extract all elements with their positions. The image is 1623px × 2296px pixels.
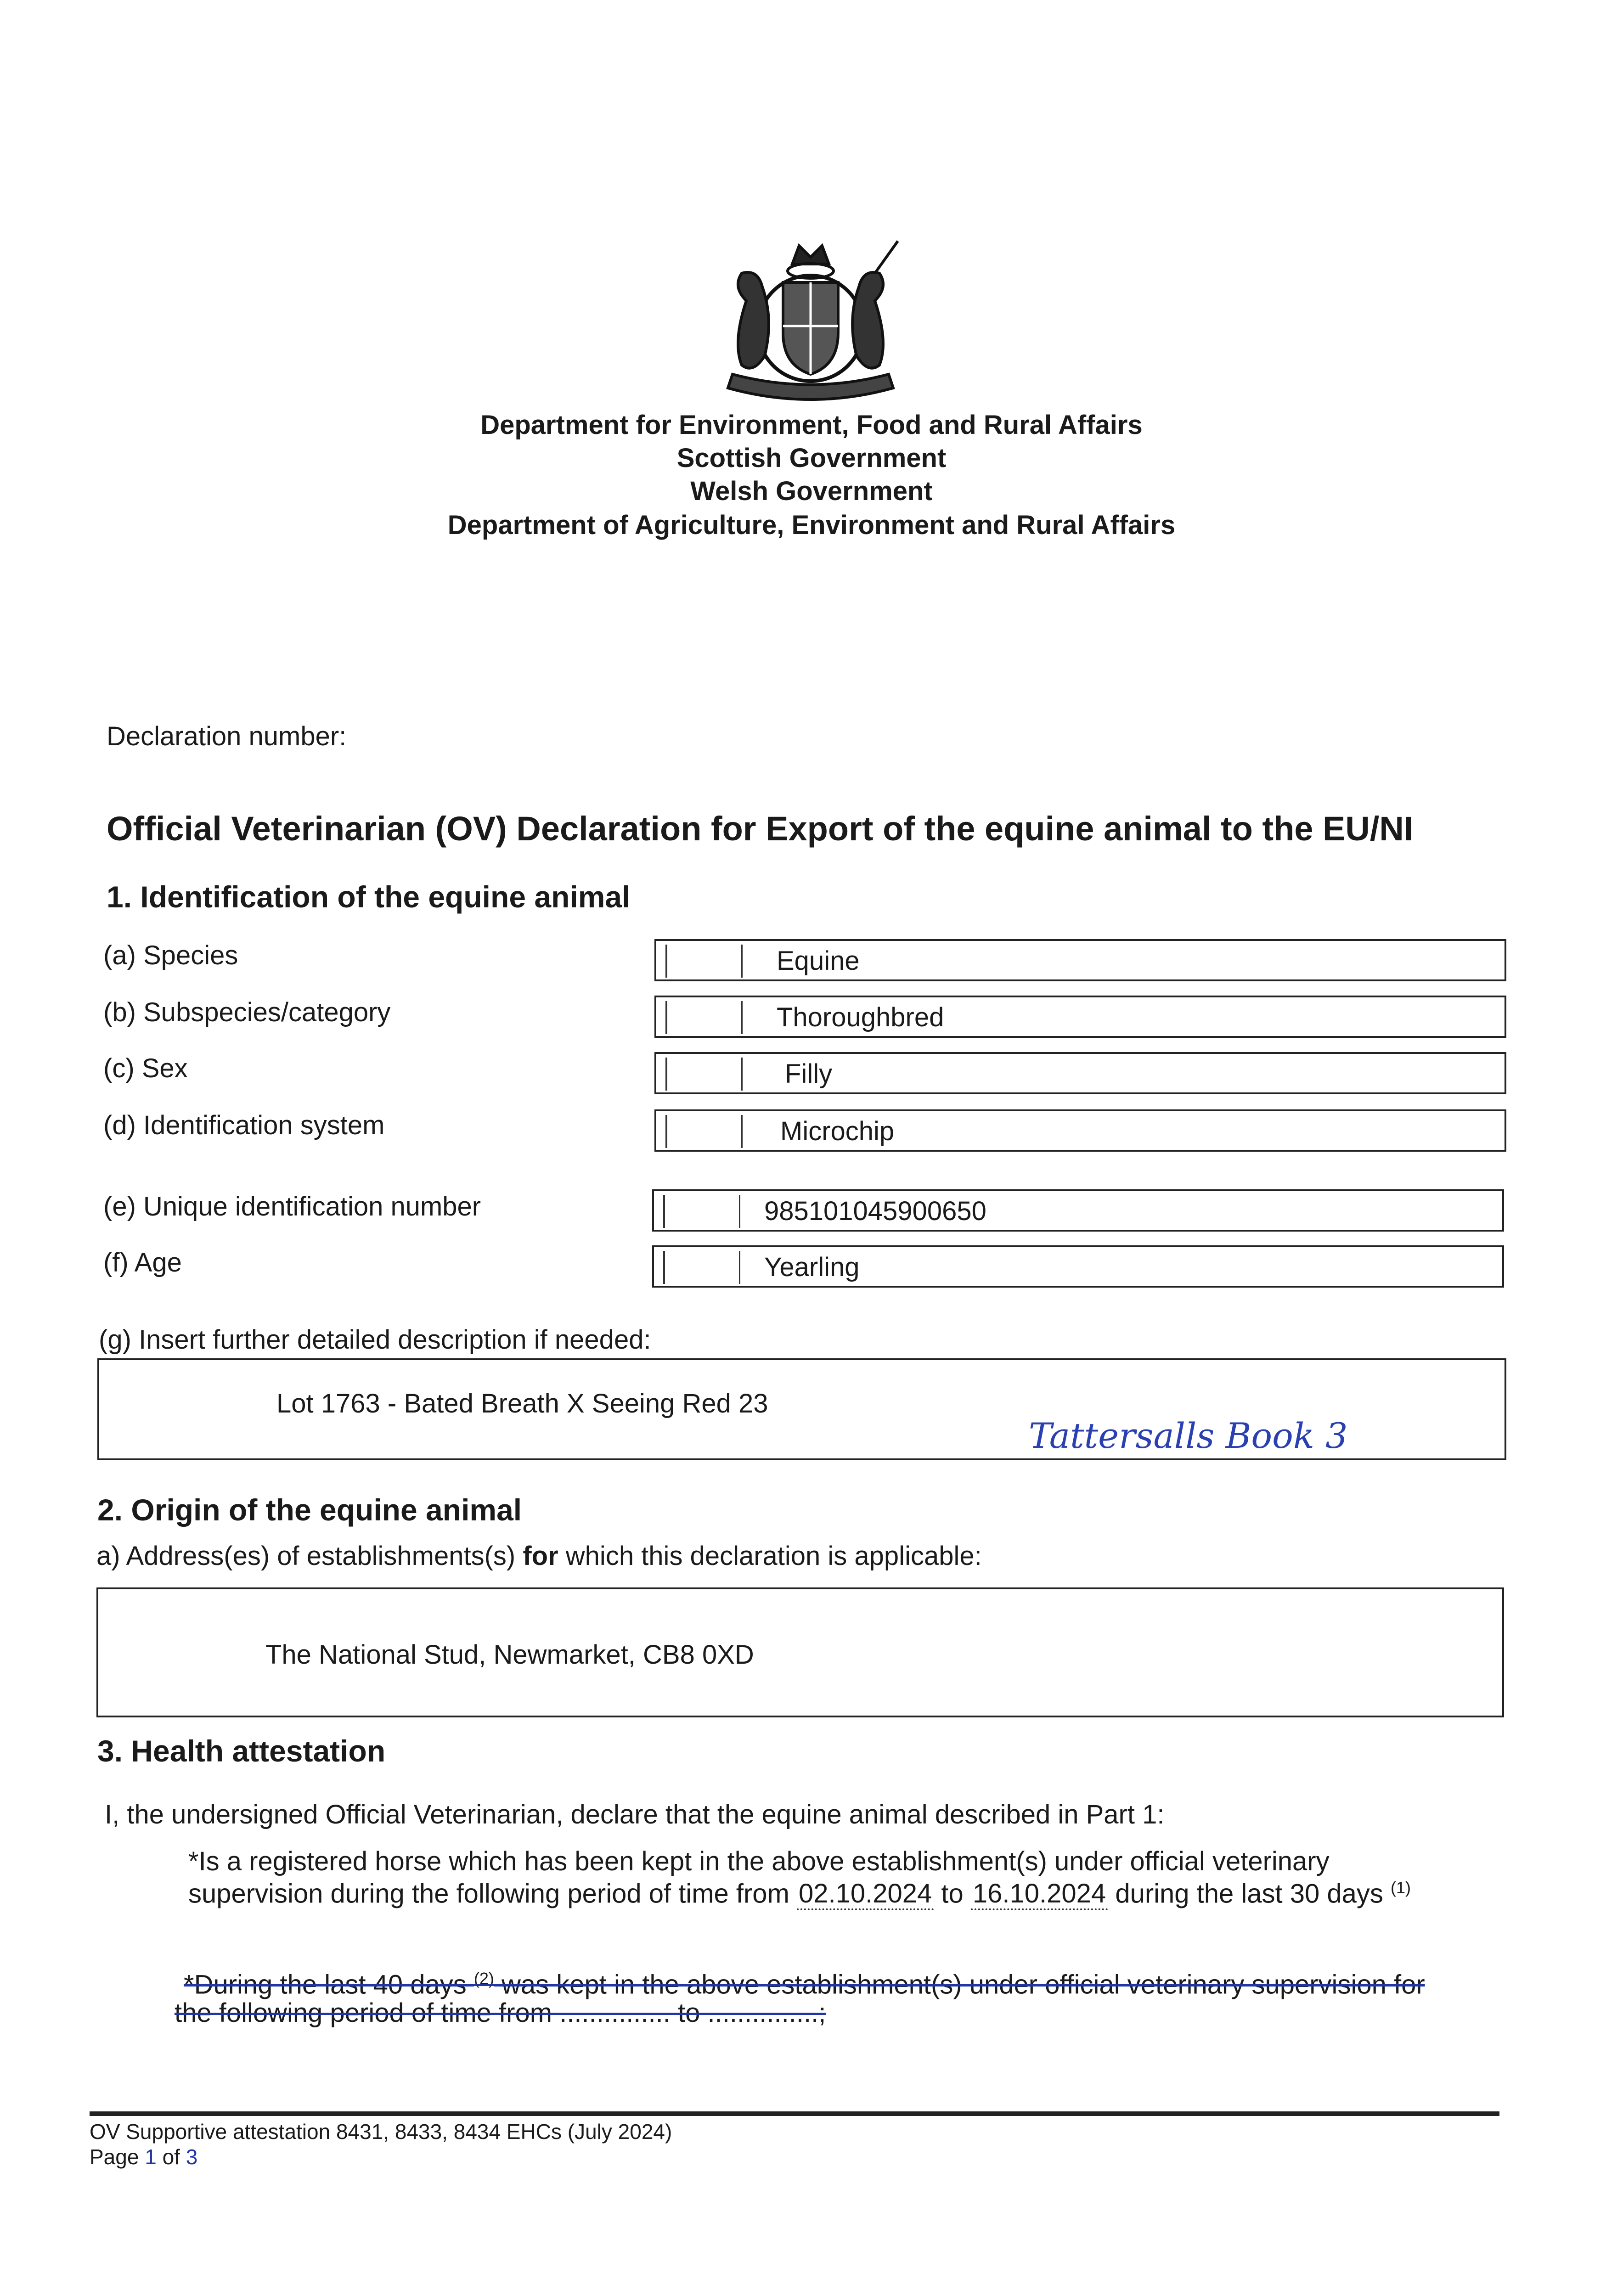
unique-id-value: 985101045900650	[764, 1196, 986, 1226]
identification-system-field	[654, 1109, 1506, 1152]
section-3-heading: 3. Health attestation	[97, 1734, 386, 1768]
handwritten-note: Tattersalls Book 3	[1029, 1415, 1348, 1456]
document-title: Official Veterinarian (OV) Declaration for Export of the equine animal to the EU/NI	[107, 810, 1414, 848]
subspecies-value: Thoroughbred	[777, 1002, 944, 1032]
species-value: Equine	[777, 946, 860, 976]
attestation-line-1: *Is a registered horse which has been kept in the above establishment(s) under official veterinary	[188, 1846, 1330, 1876]
age-label: (f) Age	[103, 1248, 182, 1277]
establishment-label: a) Address(es) of establishments(s) for which this declaration is applicable:	[96, 1541, 982, 1571]
royal-coat-of-arms-icon	[714, 236, 907, 406]
footer-divider	[90, 2111, 1499, 2116]
species-field	[654, 939, 1506, 981]
subspecies-field	[654, 996, 1506, 1038]
section-2-heading: 2. Origin of the equine animal	[97, 1493, 522, 1527]
subspecies-label: (b) Subspecies/category	[103, 997, 391, 1027]
department-title-3: Welsh Government	[690, 476, 933, 506]
department-title-4: Department of Agriculture, Environment and Rural Affairs	[447, 510, 1176, 540]
identification-system-label: (d) Identification system	[103, 1110, 385, 1140]
declaration-number-label: Declaration number:	[107, 721, 347, 751]
footer-reference: OV Supportive attestation 8431, 8433, 8434 EHCs (July 2024)	[90, 2120, 672, 2144]
age-field	[652, 1245, 1504, 1288]
sex-field	[654, 1052, 1506, 1094]
department-title-2: Scottish Government	[676, 443, 947, 473]
department-title-1: Department for Environment, Food and Rural Affairs	[480, 410, 1143, 440]
section-1-heading: 1. Identification of the equine animal	[107, 880, 631, 914]
species-label: (a) Species	[103, 940, 238, 970]
struck-attestation-line-2: the following period of time from ............... to ...............;	[175, 1998, 826, 2028]
establishment-address: The National Stud, Newmarket, CB8 0XD	[265, 1640, 754, 1670]
sex-value: Filly	[785, 1059, 833, 1089]
unique-id-label: (e) Unique identification number	[103, 1192, 481, 1221]
sex-label: (c) Sex	[103, 1053, 188, 1083]
description-value: Lot 1763 - Bated Breath X Seeing Red 23	[276, 1389, 768, 1418]
struck-attestation-line-1: *During the last 40 days $^{(2)}$ was kept in the above establishment(s) under official veterinary supervision for	[184, 1969, 1425, 2000]
attestation-intro: I, the undersigned Official Veterinarian, declare that the equine animal described in Part 1:	[105, 1800, 1165, 1829]
supervision-date-from: 02.10.2024	[797, 1879, 934, 1910]
supervision-date-to: 16.10.2024	[971, 1879, 1108, 1910]
age-value: Yearling	[764, 1252, 860, 1282]
unique-id-field	[652, 1189, 1504, 1232]
description-label: (g) Insert further detailed description if needed:	[99, 1325, 651, 1355]
attestation-line-2: supervision during the following period of time from 02.10.2024 to 16.10.2024 during the last 30 days $^{(1)}$	[188, 1878, 1411, 1909]
page-indicator: Page 1 of 3	[90, 2145, 198, 2169]
identification-system-value: Microchip	[780, 1116, 895, 1146]
